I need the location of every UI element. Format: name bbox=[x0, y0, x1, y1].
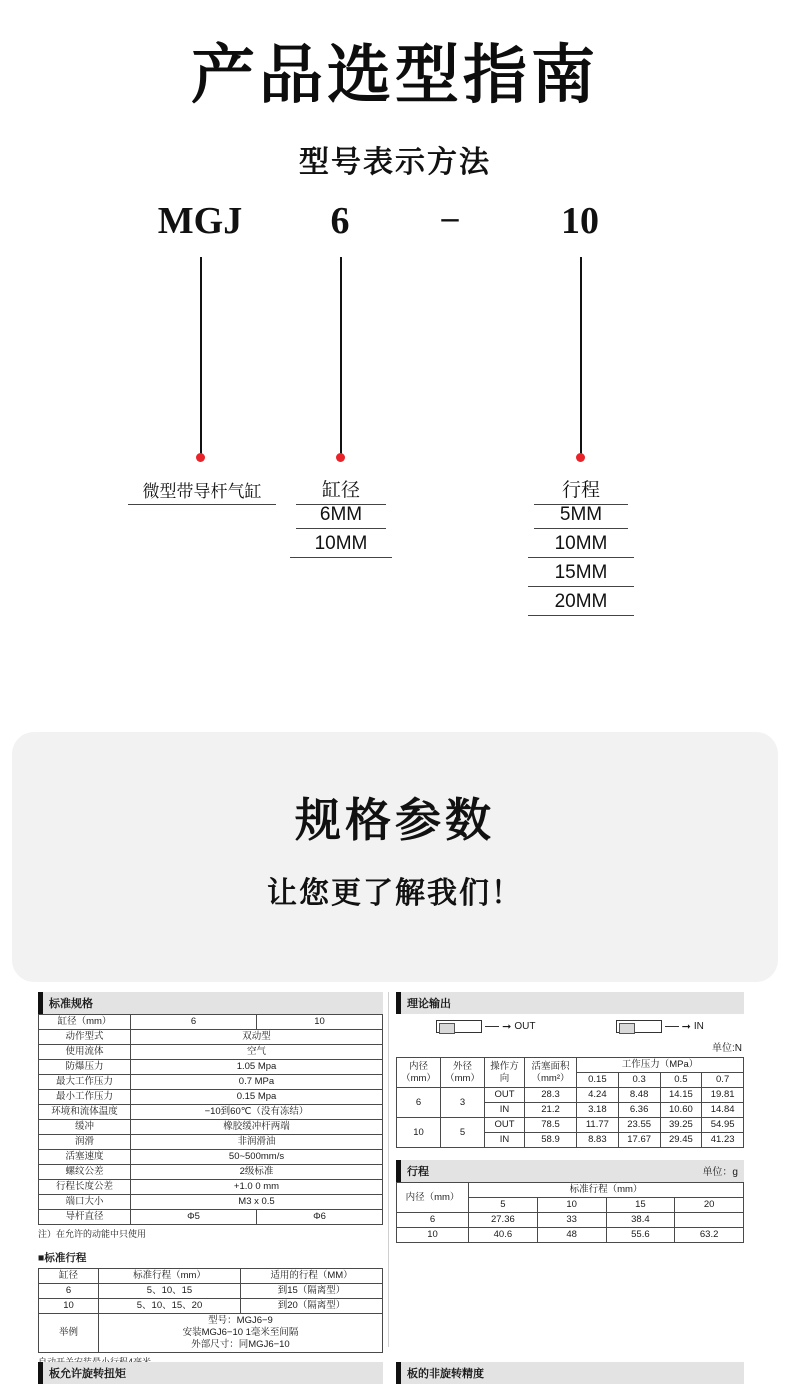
cell-standard: 5、10、15 bbox=[99, 1284, 241, 1299]
stroke-option-0: 5MM bbox=[534, 504, 628, 529]
table-row bbox=[397, 1118, 744, 1133]
model-code-series: MGJ bbox=[157, 200, 243, 243]
stroke-weight-heading bbox=[396, 1160, 744, 1182]
table-row bbox=[39, 1150, 383, 1165]
stroke-option-1: 10MM bbox=[528, 533, 634, 558]
row-value-10: Φ6 bbox=[257, 1210, 383, 1225]
standard-spec-heading: 标准规格 bbox=[38, 992, 383, 1014]
row-value: +1.0 0 mm bbox=[131, 1180, 383, 1195]
bottom-right-section bbox=[396, 1362, 744, 1384]
cell-force: 39.25 bbox=[660, 1118, 702, 1133]
row-label: 端口大小 bbox=[39, 1195, 131, 1210]
spec-banner-title: 规格参数 bbox=[295, 794, 495, 846]
table-row bbox=[39, 1090, 383, 1105]
arrow-right-icon: ➞ bbox=[502, 1021, 512, 1033]
example-line-0: 型号：MGJ6−9 bbox=[208, 1315, 273, 1326]
row-label: 导杆直径 bbox=[39, 1210, 131, 1225]
marker-dot-series bbox=[196, 453, 205, 462]
row-label: 螺纹公差 bbox=[39, 1165, 131, 1180]
row-label: 润滑 bbox=[39, 1135, 131, 1150]
arrow-left-icon: ➞ bbox=[681, 1021, 691, 1033]
col-header-inner-diameter: 内径（mm） bbox=[397, 1058, 441, 1088]
row-value: −10到60℃（没有冻结） bbox=[131, 1105, 383, 1120]
cell-weight: 38.4 bbox=[606, 1213, 675, 1228]
table-row bbox=[39, 1299, 383, 1314]
example-content bbox=[99, 1314, 383, 1353]
cell-direction: OUT bbox=[485, 1118, 525, 1133]
leader-line-series bbox=[200, 257, 202, 457]
row-value: 橡胶缓冲杆两端 bbox=[131, 1120, 383, 1135]
col-header-direction: 操作方向 bbox=[485, 1058, 525, 1088]
series-label: 微型带导杆气缸 bbox=[128, 477, 276, 505]
rod-line-icon bbox=[485, 1026, 499, 1027]
row-label: 动作型式 bbox=[39, 1030, 131, 1045]
table-row bbox=[39, 1120, 383, 1135]
table-row bbox=[39, 1045, 383, 1060]
cell-force: 6.36 bbox=[618, 1103, 660, 1118]
cell-inner: 6 bbox=[397, 1088, 441, 1118]
stroke-weight-unit: 单位：g bbox=[702, 1167, 738, 1178]
cell-direction: IN bbox=[485, 1133, 525, 1148]
cell-weight: 33 bbox=[537, 1213, 606, 1228]
cell-direction: IN bbox=[485, 1103, 525, 1118]
table-row bbox=[397, 1088, 744, 1103]
standard-spec-note: 注）在允许的动能中只使用 bbox=[38, 1229, 147, 1239]
table-header-row bbox=[397, 1058, 744, 1073]
cell-weight: 40.6 bbox=[469, 1228, 538, 1243]
bore-option-0: 6MM bbox=[296, 504, 386, 529]
table-header-row bbox=[39, 1269, 383, 1284]
table-row bbox=[39, 1060, 383, 1075]
standard-spec-table bbox=[38, 1014, 383, 1225]
row-value-6: 6 bbox=[131, 1015, 257, 1030]
table-row bbox=[39, 1030, 383, 1045]
table-row bbox=[397, 1213, 744, 1228]
col-header-s10: 10 bbox=[537, 1198, 606, 1213]
table-row bbox=[39, 1015, 383, 1030]
cell-force: 17.67 bbox=[618, 1133, 660, 1148]
bore-option-1: 10MM bbox=[290, 533, 392, 558]
model-code-diagram bbox=[0, 199, 790, 613]
row-value: 空气 bbox=[131, 1045, 383, 1060]
table-row bbox=[39, 1210, 383, 1225]
col-header-p05: 0.5 bbox=[660, 1073, 702, 1088]
table-row bbox=[39, 1165, 383, 1180]
cylinder-in-glyph bbox=[616, 1020, 704, 1033]
model-code-stroke: 10 bbox=[561, 200, 599, 243]
leader-line-stroke bbox=[580, 257, 582, 457]
cell-force: 3.18 bbox=[577, 1103, 619, 1118]
col-header-piston-area: 活塞面积（mm²） bbox=[525, 1058, 577, 1088]
cell-force: 54.95 bbox=[702, 1118, 744, 1133]
cell-weight: 27.36 bbox=[469, 1213, 538, 1228]
table-row bbox=[397, 1228, 744, 1243]
stroke-weight-heading-label: 行程 bbox=[407, 1166, 429, 1178]
col-header-bore: 缸径 bbox=[39, 1269, 99, 1284]
cell-force: 19.81 bbox=[702, 1088, 744, 1103]
col-header-outer-diameter: 外径（mm） bbox=[441, 1058, 485, 1088]
model-code-row bbox=[0, 199, 790, 255]
table-row bbox=[39, 1180, 383, 1195]
col-header-working-pressure: 工作压力（MPa） bbox=[577, 1058, 744, 1073]
table-row bbox=[39, 1284, 383, 1299]
cell-force: 8.83 bbox=[577, 1133, 619, 1148]
row-value: 1.05 Mpa bbox=[131, 1060, 383, 1075]
spec-banner bbox=[12, 732, 778, 982]
cylinder-icon bbox=[616, 1020, 662, 1033]
theory-output-heading: 理论输出 bbox=[396, 992, 744, 1014]
page-title: 产品选型指南 bbox=[191, 39, 599, 111]
row-value: 2级标准 bbox=[131, 1165, 383, 1180]
page-subtitle: 型号表示方法 bbox=[299, 146, 491, 180]
col-header-standard-stroke: 标准行程（mm） bbox=[99, 1269, 241, 1284]
row-value-6: Φ5 bbox=[131, 1210, 257, 1225]
table-row bbox=[39, 1195, 383, 1210]
column-divider bbox=[388, 992, 389, 1347]
cell-force: 41.23 bbox=[702, 1133, 744, 1148]
row-value: 0.7 MPa bbox=[131, 1075, 383, 1090]
row-value: 双动型 bbox=[131, 1030, 383, 1045]
theory-output-unit: 单位:N bbox=[712, 1043, 742, 1054]
right-table-column bbox=[396, 992, 744, 1243]
cell-bore: 6 bbox=[39, 1284, 99, 1299]
table-row bbox=[39, 1135, 383, 1150]
table-row bbox=[39, 1075, 383, 1090]
cell-force: 8.48 bbox=[618, 1088, 660, 1103]
cylinder-out-glyph bbox=[436, 1020, 535, 1033]
example-line-1: 安装MGJ6−10 1毫米至间隔 bbox=[182, 1326, 299, 1338]
row-value: 非润滑油 bbox=[131, 1135, 383, 1150]
row-label: 防爆压力 bbox=[39, 1060, 131, 1075]
row-label: 最大工作压力 bbox=[39, 1075, 131, 1090]
row-label: 缸径（mm） bbox=[39, 1015, 131, 1030]
cell-applicable: 到15（隔离型） bbox=[241, 1284, 383, 1299]
cell-area: 21.2 bbox=[525, 1103, 577, 1118]
spec-banner-subtitle: 让您更了解我们！ bbox=[267, 877, 523, 910]
stroke-option-3: 20MM bbox=[528, 591, 634, 616]
cell-force: 23.55 bbox=[618, 1118, 660, 1133]
glyph-label-out: OUT bbox=[514, 1021, 536, 1032]
col-header-s5: 5 bbox=[469, 1198, 538, 1213]
cylinder-icon bbox=[436, 1020, 482, 1033]
standard-stroke-heading: ■标准行程 bbox=[38, 1252, 87, 1264]
cell-force: 4.24 bbox=[577, 1088, 619, 1103]
glyph-label-in: IN bbox=[693, 1021, 704, 1032]
table-header-row bbox=[397, 1183, 744, 1198]
stroke-label: 行程 bbox=[534, 475, 628, 505]
cylinder-direction-glyphs bbox=[396, 1014, 744, 1037]
cell-area: 28.3 bbox=[525, 1088, 577, 1103]
leader-line-bore bbox=[340, 257, 342, 457]
model-code-dash: – bbox=[441, 199, 459, 237]
left-table-column bbox=[38, 992, 383, 1368]
bottom-left-section bbox=[38, 1362, 383, 1384]
cell-outer: 5 bbox=[441, 1118, 485, 1148]
table-row-example bbox=[39, 1314, 383, 1353]
cell-force: 14.15 bbox=[660, 1088, 702, 1103]
cell-bore: 10 bbox=[39, 1299, 99, 1314]
example-label: 举例 bbox=[39, 1314, 99, 1353]
col-header-applicable-stroke: 适用的行程（MM） bbox=[241, 1269, 383, 1284]
cell-force: 11.77 bbox=[577, 1118, 619, 1133]
col-header-p03: 0.3 bbox=[618, 1073, 660, 1088]
cell-direction: OUT bbox=[485, 1088, 525, 1103]
cell-weight: 55.6 bbox=[606, 1228, 675, 1243]
col-header-s15: 15 bbox=[606, 1198, 675, 1213]
cell-area: 58.9 bbox=[525, 1133, 577, 1148]
row-value: 50~500mm/s bbox=[131, 1150, 383, 1165]
cell-inner: 6 bbox=[397, 1213, 469, 1228]
cell-weight: 63.2 bbox=[675, 1228, 744, 1243]
torque-heading: 板允许旋转扭矩 bbox=[38, 1362, 383, 1384]
rod-line-icon bbox=[665, 1026, 679, 1027]
cell-applicable: 到20（隔离型） bbox=[241, 1299, 383, 1314]
col-header-p015: 0.15 bbox=[577, 1073, 619, 1088]
cell-weight: 48 bbox=[537, 1228, 606, 1243]
cell-outer: 3 bbox=[441, 1088, 485, 1118]
cell-force: 10.60 bbox=[660, 1103, 702, 1118]
row-value-10: 10 bbox=[257, 1015, 383, 1030]
cell-standard: 5、10、15、20 bbox=[99, 1299, 241, 1314]
cell-force: 14.84 bbox=[702, 1103, 744, 1118]
col-header-s20: 20 bbox=[675, 1198, 744, 1213]
example-line-2: 外部尺寸：同MGJ6−10 bbox=[191, 1338, 290, 1350]
marker-dot-stroke bbox=[576, 453, 585, 462]
marker-dot-bore bbox=[336, 453, 345, 462]
cell-inner: 10 bbox=[397, 1228, 469, 1243]
row-label: 使用流体 bbox=[39, 1045, 131, 1060]
row-label: 缓冲 bbox=[39, 1120, 131, 1135]
stroke-option-2: 15MM bbox=[528, 562, 634, 587]
cell-weight bbox=[675, 1213, 744, 1228]
bore-label: 缸径 bbox=[296, 475, 386, 505]
row-value: M3 x 0.5 bbox=[131, 1195, 383, 1210]
col-header-p07: 0.7 bbox=[702, 1073, 744, 1088]
row-label: 行程长度公差 bbox=[39, 1180, 131, 1195]
cell-force: 29.45 bbox=[660, 1133, 702, 1148]
table-row bbox=[39, 1105, 383, 1120]
spec-tables bbox=[0, 992, 790, 1392]
non-rotating-accuracy-heading: 板的非旋转精度 bbox=[396, 1362, 744, 1384]
col-header-inner-diameter: 内径（mm） bbox=[397, 1183, 469, 1213]
standard-stroke-table bbox=[38, 1268, 383, 1353]
row-label: 活塞速度 bbox=[39, 1150, 131, 1165]
cell-inner: 10 bbox=[397, 1118, 441, 1148]
row-value: 0.15 Mpa bbox=[131, 1090, 383, 1105]
row-label: 最小工作压力 bbox=[39, 1090, 131, 1105]
theory-output-table bbox=[396, 1057, 744, 1148]
col-header-standard-stroke: 标准行程（mm） bbox=[469, 1183, 744, 1198]
stroke-weight-table bbox=[396, 1182, 744, 1243]
cell-area: 78.5 bbox=[525, 1118, 577, 1133]
row-label: 环境和流体温度 bbox=[39, 1105, 131, 1120]
model-code-bore: 6 bbox=[330, 200, 350, 243]
